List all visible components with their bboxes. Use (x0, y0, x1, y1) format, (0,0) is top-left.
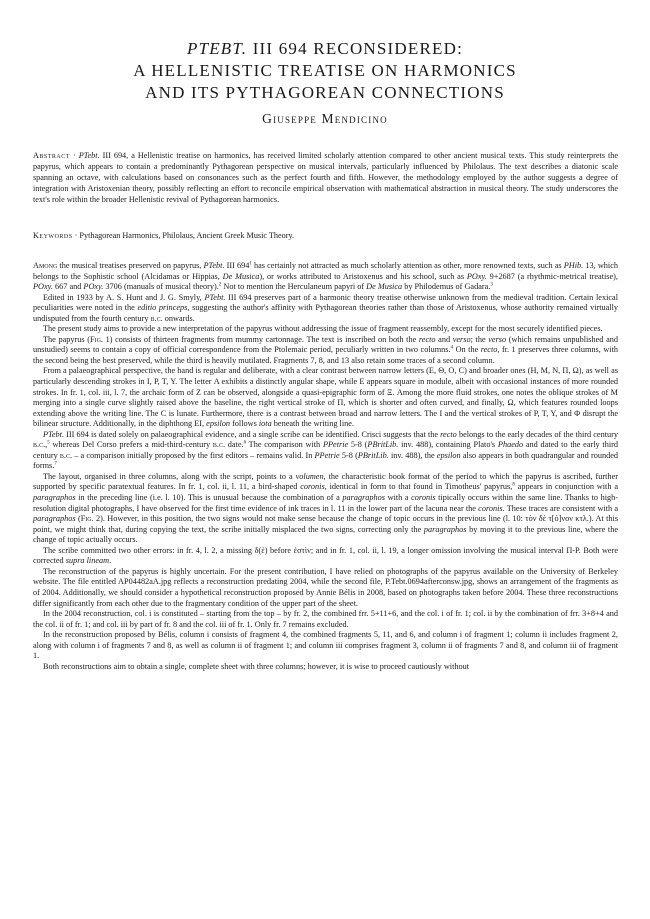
article-title-line-3: AND ITS PYTHAGOREAN CONNECTIONS (145, 83, 505, 102)
italic-text: editio princeps (137, 303, 188, 313)
abstract-label: Abstract (33, 151, 70, 160)
text-run: 667 and (52, 282, 84, 292)
body-paragraph (33, 324, 618, 335)
footnote-marker: 3 (490, 282, 493, 288)
italic-text: PHib. (563, 261, 584, 270)
text-run: The papyrus ( (43, 334, 90, 344)
footnote-marker: 1 (249, 261, 252, 267)
text-run: ), or works attributed to Aristoxenus and his school, such as (259, 271, 467, 281)
keywords (33, 230, 618, 241)
text-run: inv. 488), the (388, 450, 437, 460)
text-run: ; the (470, 334, 489, 344)
text-run: 5-8 ( (339, 450, 358, 460)
text-run: The layout, organised in three columns, along with the script, points to a (43, 471, 296, 481)
text-run: has certainly not attracted as much scholarly attention as other, more renowned texts, such as (251, 261, 564, 270)
text-run: also appears in both quadrangular and rounded forms. (33, 450, 618, 471)
italic-text: De Musica (222, 271, 260, 281)
text-run: in the preceding line (i.e. l. 10). This is unusual because the combination of a (75, 493, 343, 503)
italic-text: verso (452, 334, 471, 344)
article-title-line-1 (40, 38, 610, 60)
text-run: with a (385, 493, 412, 503)
body-paragraph (33, 630, 618, 662)
text-run: by moving it to the previous line, where the change of topic actually occurs. (33, 524, 618, 545)
body-paragraph (33, 567, 618, 609)
keywords-separator: · (72, 231, 80, 240)
italic-text: epsilon (206, 419, 230, 429)
text-run: In the reconstruction proposed by Bélis, column i consists of fragment 4, the combined fragments 5, 11, and 6, and column i of fragment 1; column ii includes fragment 2, along with column i of fragments 7 and 8, as well as column ii of fragment 1; and column iii comprises fragment 3, column ii of fragments 7 and 8, and column iii of fragment 1. (33, 630, 618, 661)
body-paragraph (33, 293, 618, 325)
text-run: III 694 preserves part of a harmonic theory treatise otherwise unknown from the medieval tradition. Certain lexical peculiarities were noted in the (33, 292, 618, 313)
abstract-separator: · (69, 151, 79, 160)
small-caps-text: Among (33, 261, 58, 270)
text-run: – a comparison initially proposed by the first editors – remains valid. In (72, 450, 315, 460)
footnote-marker: 6 (243, 440, 247, 446)
italic-text: supra lineam (65, 556, 110, 566)
text-run: The reconstruction of the papyrus is highly uncertain. For the present contribution, I have relied on photographs of the papyrus available on the University of Berkeley website. The file entitled AP04482aA.jpg reflects a reconstruction predating 2004, while the second file, P.Tebt.0694afterconsw.jpg, shows an arrangement of the fragments as of 2004. Additionally, we should consider a hypothetical reconstruction proposed by Annie Bélis in 2008, based on photographs taken before 2004. These three reconstructions differ significantly from each other due to the fragmentary condition of the upper part of the sheet. (33, 566, 618, 608)
small-caps-text: b.c. (59, 450, 73, 460)
abstract (33, 150, 618, 205)
title-line-1-rest: III 694 RECONSIDERED: (247, 39, 463, 58)
text-run: , the characteristic book format of the period to which the papyrus is ascribed, further supported by specific paratextual features. In fr. 1, col. ii, l. 11, a bird-shaped (33, 471, 618, 492)
text-run: and (435, 334, 453, 344)
body-paragraph (33, 430, 618, 472)
author-name: Giuseppe Mendicino (262, 111, 388, 126)
text-run: ( (75, 514, 81, 524)
text-run: , fr. 1 preserves three columns, with the second being the best preserved, while the third is heavily mutilated. Fragments 7, 8, and 13 also retain some traces of a second column. (33, 345, 618, 365)
text-run: . (109, 556, 112, 566)
small-caps-text: b.c. (150, 313, 163, 323)
text-run: 1) consists of thirteen fragments from mummy cartonnage. The text is inscribed on both the (102, 334, 419, 344)
body-paragraph (33, 609, 618, 630)
text-run: Both reconstructions aim to obtain a single, complete sheet with three columns; however, it is wise to proceed cautiously without (43, 661, 470, 671)
text-run: tipically occurs within the same line. Thanks to high-resolution digital photographs, I have observed for the first time evidence of ink traces in l. 11 in the lower part of the lacuna near the (33, 493, 618, 513)
text-run: (which remains unpublished and unstudied) seems to contain a copy of official correspondence from the Ptolemaic period, peculiarly written in two columns. (33, 334, 618, 355)
italic-text: De Musica (366, 282, 403, 292)
text-run: the musical treatises preserved on papyrus, (57, 261, 204, 270)
italic-text: coronis (478, 503, 503, 513)
text-run: follows (230, 419, 259, 429)
text-run: onwards. (162, 313, 195, 323)
keywords-text: Pythagorean Harmonics, Philolaus, Ancient Greek Music Theory. (79, 231, 295, 240)
text-run: . These traces are consistent with a (502, 503, 618, 513)
italic-text: PTebt. (43, 429, 65, 439)
text-run: and dated to the early third century (33, 440, 618, 460)
text-run: , suggesting the author's affinity with Pythagorean theories rather than those of Aristoxenus, whose authority remained virtually undisputed from the fourth century (33, 303, 619, 323)
text-run: belongs to the early decades of the third century (456, 429, 619, 439)
italic-text: recto (480, 345, 498, 355)
text-run: appears in conjunction with a (514, 482, 619, 492)
text-run: beneath the writing line. (271, 419, 354, 429)
text-run: Edited in 1933 by A. S. Hunt and J. G. Smyly, (43, 292, 205, 302)
footnote-marker: 5 (47, 440, 50, 446)
text-run: inv. 488), containing Plato's (398, 440, 498, 450)
italic-text: paragraphos (423, 524, 467, 534)
footnote-marker: 7 (54, 461, 57, 467)
text-run: date. (225, 440, 244, 450)
footnote-marker: 4 (450, 345, 454, 351)
text-run: 3706 (manuals of musical theory). (103, 282, 219, 292)
text-run: , (45, 440, 48, 450)
italic-text: POxy. (466, 271, 487, 281)
italic-text: iota (258, 419, 272, 429)
footnote-marker: 2 (218, 282, 222, 288)
abstract-text: III 694, a Hellenistic treatise on harmonics, has received limited scholarly attention compared to other ancient musical texts. This study reinterprets the papyrus, which appears to contain a predominantly Pythagorean perspective on musical intervals, particularly influenced by Philolaus. The text describes a diatonic scale spanning an octave, with calculations based on consonances such as the perfect fourth and fifth. However, the methodology employed by the author suggests a degree of integration with Aristoxenian theory, possibly reflecting an effort to reconcile empirical observation with mathematical abstraction in musical theory. The study underscores the text's role within the broader Hellenistic revival of Pythagorean harmonics. (33, 151, 618, 204)
text-run: Not to mention the Herculaneum papyri of (221, 282, 367, 292)
italic-text: volumen (295, 471, 324, 481)
body-paragraph (33, 261, 618, 293)
article-body (33, 261, 618, 672)
article-title-line-2: A HELLENISTIC TREATISE ON HARMONICS (133, 61, 517, 80)
text-run: From a palaeographical perspective, the hand is regular and deliberate, with a clear contrast between narrow letters (Ε, Θ, Ο, C) and broader ones (Η, Μ, Ν, Π, Ω), as well as particularly descending strokes in Ι, Ρ, Τ, Υ. The letter Α exhibits a distinctly angular shape, while Ε appears square in module, albeit with occasional instances of more rounded strokes. In fr. 1, col. iii, l. 7, the archaic form of Ζ can be observed, alongside a quasi-epigraphic form of Ξ. Among the more fluid strokes, one notes the oblique strokes of Μ merging into a single curve slightly raised above the baseline, the right vertical stroke of Π, which is shorter and often curved, and finally, Ω, which features rounded loops extending above the writing line. The C is lunate. Furthermore, there is a contrast between broad and narrow letters. The Ι and the vertical strokes of Ρ, Τ, Υ, and Φ disrupt the bilinear structure. Additionally, in the diphthong ΕΙ, (33, 366, 618, 429)
italic-text: recto (440, 429, 457, 439)
text-run: The scribe committed two other errors: in fr. 4, l. 2, a missing δ(ὲ) before ἐστὶν; and in fr. 1, col. ii, l. 19, a longer omission involving the musical interval Π-Ρ. Both were corrected (33, 545, 618, 566)
text-run: 13, which belongs to the Sophistic school (Alcidamas or Hippias, (33, 261, 618, 281)
small-caps-text: b.c. (33, 440, 46, 450)
text-run: The present study aims to provide a new interpretation of the papyrus without addressing the issue of fragment reassembly, except for the most securely identified pieces. (43, 324, 603, 334)
italic-text: POxy. (33, 282, 53, 292)
italic-text: paragraphos (33, 493, 76, 503)
italic-text: recto (418, 334, 436, 344)
text-run: III 694 is dated solely on palaeographical evidence, and a single scribe can be identified. Crisci suggests that the (64, 429, 441, 439)
italic-text: coronis (300, 482, 325, 492)
italic-text: PTebt. (204, 292, 226, 302)
body-paragraph (33, 366, 618, 429)
italic-text: verso (488, 334, 507, 344)
body-paragraph (33, 546, 618, 567)
italic-text: Phaedo (497, 440, 524, 450)
text-run: 5-8 ( (348, 440, 368, 450)
text-run: The comparison with (246, 440, 323, 450)
italic-text: coronis (411, 493, 436, 503)
small-caps-text: Fig. (80, 514, 94, 524)
text-run: In the 2004 reconstruction, col. i is constituted – starting from the top – by fr. 2, the combined frr. 5+11+6, and the col. i of fr. 1; col. ii by the combination of frr. 3+8+4 and the col. ii of fr. 1; and col. iii by part of fr. 8 and the col. iii of fr. 1. Only fr. 7 remains excluded. (33, 609, 618, 629)
italic-text: PPetrie (322, 440, 349, 450)
italic-text: paragraphos (342, 493, 386, 503)
text-run: 2). However, in this position, the two signs would not make sense because the change of topic occurs in the previous line (l. 10: τὸν δὲ τ[ό]νον κτλ.). At this point, we might think that, during copying the text, the scribe initially misplaced the two signs, correcting only the (33, 514, 619, 534)
italic-text: POxy. (83, 282, 104, 292)
body-paragraph (33, 472, 618, 546)
text-run: 9+2687 (a rhythmic-metrical treatise), (486, 271, 618, 281)
italic-text: epsilon (436, 450, 461, 460)
italic-text: PBritLib. (357, 450, 389, 460)
small-caps-text: Fig. (89, 334, 103, 344)
italic-text: PPetrie (314, 450, 340, 460)
text-run: III 694 (224, 261, 250, 270)
text-run: On the (453, 345, 481, 355)
keywords-label: Keywords (33, 231, 73, 240)
text-run: , identical in form to that found in Timotheus' papyrus, (324, 482, 513, 492)
title-papyrus-abbrev: PTEBT. (186, 39, 248, 58)
text-run: by Philodemus of Gadara. (402, 282, 491, 292)
abstract-ref: PTebt. (78, 151, 100, 160)
italic-text: PBritLib. (367, 440, 399, 450)
body-paragraph (33, 335, 618, 367)
italic-text: paragraphos (33, 514, 76, 524)
text-run: whereas Del Corso prefers a mid-third-century (49, 440, 213, 450)
italic-text: PTebt. (203, 261, 225, 270)
small-caps-text: b.c. (212, 440, 226, 450)
footnote-marker: 8 (512, 482, 515, 488)
body-paragraph (33, 662, 618, 673)
